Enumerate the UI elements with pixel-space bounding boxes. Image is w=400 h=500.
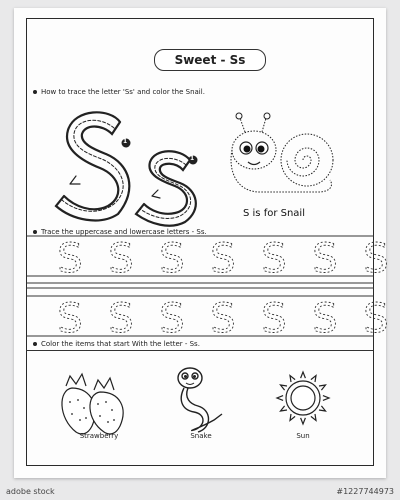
trace-letter: S	[312, 296, 338, 342]
brand-label: adobe stock	[6, 486, 55, 496]
sun-ray	[290, 376, 295, 383]
trace-letter: S	[57, 236, 83, 282]
sun-ray	[277, 396, 283, 401]
trace-letter: S	[57, 296, 83, 342]
instruction-text: Color the items that start With the letter - Ss.	[41, 340, 200, 348]
item-label-strawberry: Strawberry	[79, 432, 119, 440]
stroke-number-2: 1	[190, 155, 195, 162]
sun-ray	[311, 414, 316, 421]
trace-letter: S	[108, 236, 134, 282]
sun-ray	[301, 372, 306, 378]
instruction-text: How to trace the letter 'Ss' and color the Snail.	[41, 88, 205, 96]
trace-letter: S	[312, 236, 338, 282]
worksheet-title: Sweet - Ss	[154, 49, 266, 71]
snail-caption: S is for Snail	[243, 208, 305, 219]
trace-letter: S	[159, 236, 185, 282]
stroke-number-1: 1	[123, 138, 128, 145]
item-label-snake: Snake	[190, 432, 212, 440]
trace-letter: S	[363, 296, 389, 342]
sun-ray	[319, 385, 326, 390]
sun-ray	[319, 406, 326, 411]
sun-ray	[301, 418, 306, 424]
snake-icon	[178, 368, 222, 432]
trace-letter: S	[261, 236, 287, 282]
trace-letter: S	[210, 296, 236, 342]
sun-ray	[323, 396, 329, 401]
trace-letter: S	[159, 296, 185, 342]
sun-ray	[281, 406, 288, 411]
strawberry-icon	[62, 374, 123, 434]
sun-ray	[290, 414, 295, 421]
stock-footer	[0, 482, 400, 500]
sun-icon	[277, 372, 329, 424]
image-id: #1227744973	[336, 486, 394, 496]
trace-letter: S	[108, 296, 134, 342]
instruction-text: Trace the uppercase and lowercase letters - Ss.	[41, 228, 207, 236]
trace-letter: S	[210, 236, 236, 282]
trace-letter: S	[261, 296, 287, 342]
sun-ray	[311, 376, 316, 383]
item-label-sun: Sun	[296, 432, 310, 440]
trace-letter: S	[363, 236, 389, 282]
sun-ray	[281, 385, 288, 390]
